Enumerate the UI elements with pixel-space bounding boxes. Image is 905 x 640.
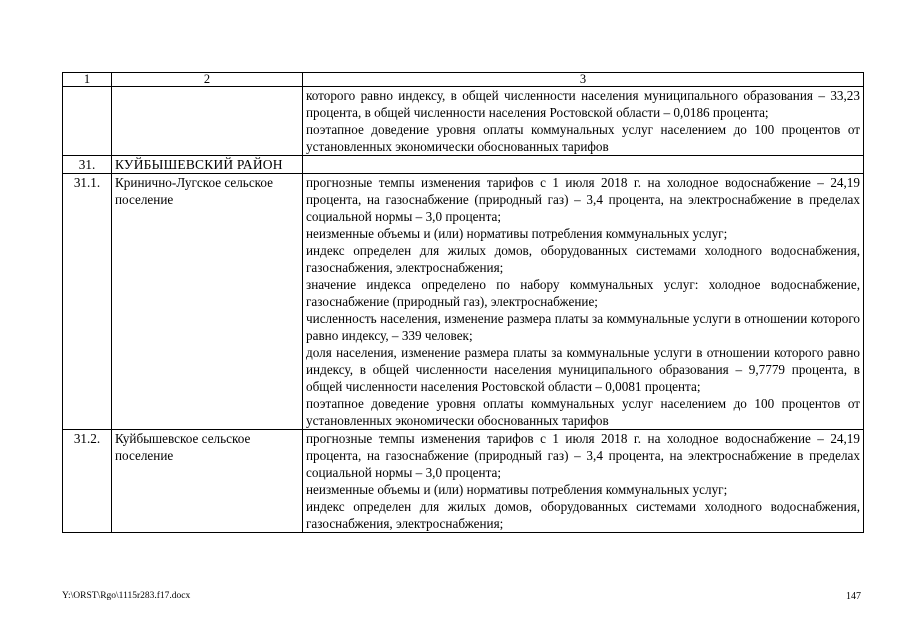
paragraph: значение индекса определено по набору коммунальных услуг: холодное водоснабжение, газоснабжение (природный газ), электроснабжение; <box>306 277 860 309</box>
row-name: Кринично-Лугское сельское поселение <box>112 174 303 430</box>
district-row <box>63 156 864 174</box>
paragraph: численность населения, изменение размера платы за коммунальные услуги в отношении которого равно индексу, – 339 человек; <box>306 311 860 343</box>
paragraph: которого равно индексу, в общей численности населения муниципального образования – 33,23 процента, в общей численности населения Ростовской области – 0,0186 процента; <box>306 88 860 120</box>
paragraph: прогнозные темпы изменения тарифов с 1 июля 2018 г. на холодное водоснабжение – 24,19 процента, на газоснабжение (природный газ) – 3,4 процента, на электроснабжение в пределах социальной нормы – 3,0 процента; <box>306 431 860 480</box>
table-row <box>63 174 864 430</box>
header-cell-1: 1 <box>63 73 112 87</box>
paragraph: индекс определен для жилых домов, оборудованных системами холодного водоснабжения, газоснабжения, электроснабжения; <box>306 499 860 531</box>
row-description <box>303 156 864 174</box>
row-description <box>303 430 864 533</box>
row-number: 31.1. <box>63 174 112 430</box>
paragraph: поэтапное доведение уровня оплаты коммунальных услуг населением до 100 процентов от установленных экономически обоснованных тарифов <box>306 122 860 154</box>
table-row <box>63 430 864 533</box>
row-number: 31.2. <box>63 430 112 533</box>
header-cell-2: 2 <box>112 73 303 87</box>
page-number: 147 <box>846 591 861 602</box>
row-number: 31. <box>63 156 112 174</box>
paragraph: неизменные объемы и (или) нормативы потребления коммунальных услуг; <box>306 226 728 241</box>
header-cell-3: 3 <box>303 73 864 87</box>
paragraph: неизменные объемы и (или) нормативы потребления коммунальных услуг; <box>306 482 728 497</box>
table-header-row <box>63 73 864 87</box>
table-row <box>63 87 864 156</box>
paragraph: индекс определен для жилых домов, оборудованных системами холодного водоснабжения, газоснабжения, электроснабжения; <box>306 243 860 275</box>
row-name: Куйбышевское сельское поселение <box>112 430 303 533</box>
row-name <box>112 87 303 156</box>
district-name: КУЙБЫШЕВСКИЙ РАЙОН <box>112 156 303 174</box>
row-description <box>303 174 864 430</box>
row-number <box>63 87 112 156</box>
paragraph: доля населения, изменение размера платы за коммунальные услуги в отношении которого равно индексу, в общей численности населения муниципального образования – 9,7779 процента, в общей численности населения Ростовской области – 0,0081 процента; <box>306 345 860 394</box>
row-description <box>303 87 864 156</box>
tariff-table <box>62 72 864 533</box>
paragraph: поэтапное доведение уровня оплаты коммунальных услуг населением до 100 процентов от установленных экономически обоснованных тарифов <box>306 396 860 428</box>
paragraph: прогнозные темпы изменения тарифов с 1 июля 2018 г. на холодное водоснабжение – 24,19 процента, на газоснабжение (природный газ) – 3,4 процента, на электроснабжение в пределах социальной нормы – 3,0 процента; <box>306 175 860 224</box>
footer-file-path: Y:\ORST\Rgo\1115r283.f17.docx <box>62 591 191 601</box>
